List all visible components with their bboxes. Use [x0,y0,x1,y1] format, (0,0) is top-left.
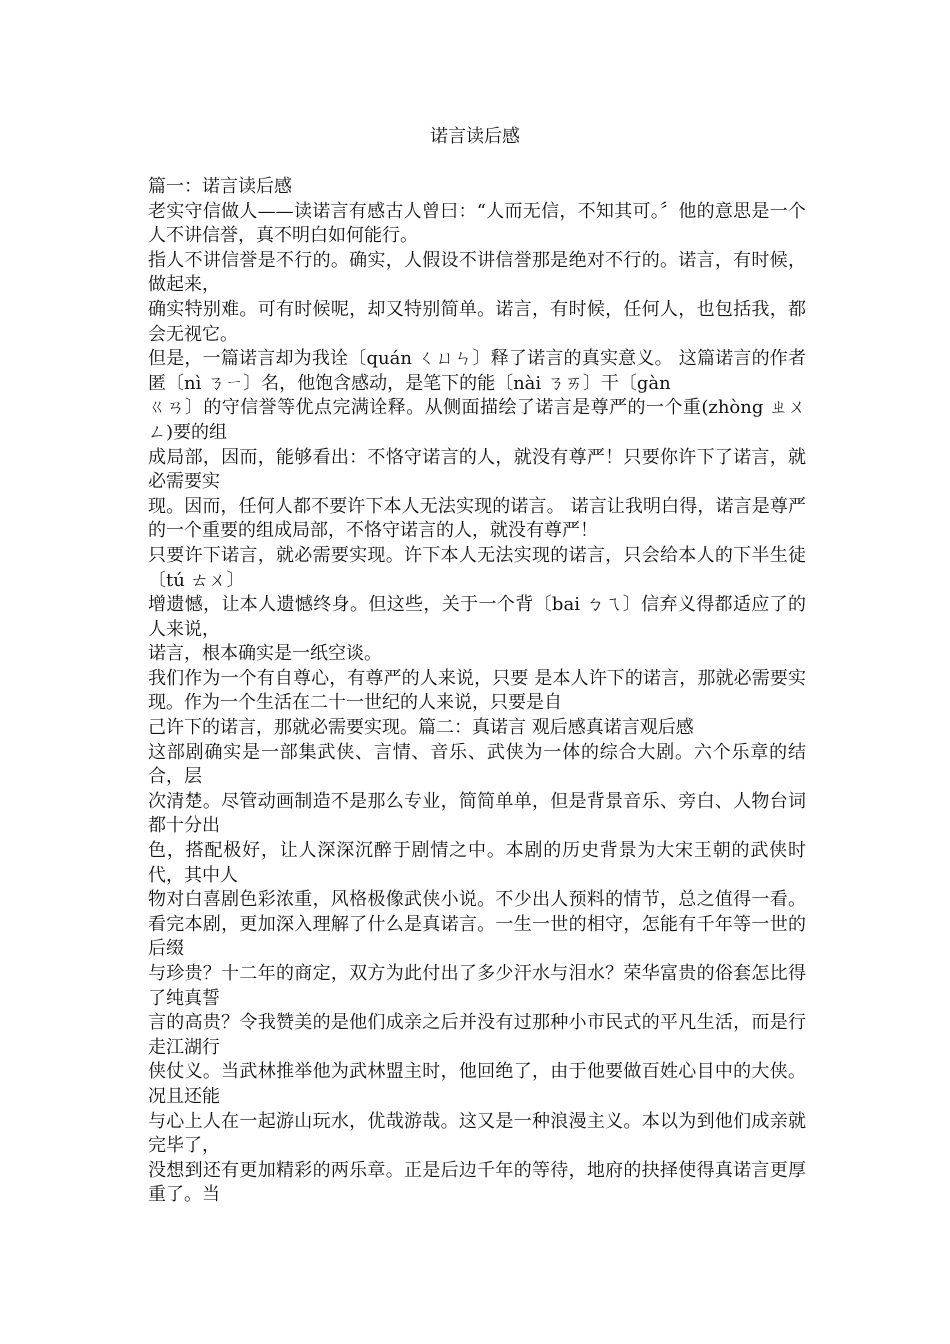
paragraph-line: 与珍贵？十二年的商定，双方为此付出了多少汗水与泪水？荣华富贵的俗套怎比得了纯真誓 [148,963,806,1009]
paragraph-line: 确实特别难。可有时候呢，却又特别简单。诺言，有时候，任何人，也包括我，都会无视它。 [148,298,806,345]
paragraph-line: 物对白喜剧色彩浓重，风格极像武侠小说。不少出人预料的情节，总之值得一看。 看完本剧，更加深入理解了什么是真诺言。一生一世的相守，怎能有千年等一世的后缀 [148,889,806,960]
paragraph-line: 这部剧确实是一部集武侠、言情、音乐、武侠为一体的综合大剧。六个乐章的结合，层 [148,741,806,788]
paragraph-line: 次清楚。尽管动画制造不是那么专业，简简单单，但是背景音乐、旁白、人物台词都十分出 [148,790,806,837]
paragraph-line: 色，搭配极好，让人深深沉醉于剧情之中。本剧的历史背景为大宋王朝的武侠时代，其中人 [148,840,806,886]
paragraph-line: 诺言，根本确实是一纸空谈。 [148,643,382,665]
paragraph-line: 指人不讲信誉是不行的。确实，人假设不讲信誉那是绝对不行的。诺言，有时候，做起来， [148,249,806,296]
paragraph-line: 增遗憾，让本人遗憾终身。但这些，关于一个背〔bai ㄅㄟ〕信弃义得都适应了的人来说， [148,594,806,640]
paragraph-line: 我们作为一个有自尊心，有尊严的人来说，只要 是本人许下的诺言，那就必需要实现。作为一个生活在二十一世纪的人来说，只要是自 [148,667,806,714]
paragraph-line: 与心上人在一起游山玩水，优哉游哉。这又是一种浪漫主义。本以为到他们成亲就完毕了， [148,1110,806,1157]
paragraph-line: 没想到还有更加精彩的两乐章。正是后边千年的等待，地府的抉择使得真诺言更厚重了。当 [148,1159,806,1206]
paragraph-line: 只要许下诺言，就必需要实现。许下本人无法实现的诺言，只会给本人的下半生徒〔tú ㄊㄨ〕 [148,544,806,591]
document-title: 诺言读后感 [430,126,520,147]
paragraph-line: 老实守信做人——读诺言有感古人曾曰：“人而无信，不知其可。〞他的意思是一个人不讲信誉，真不明白如何能行。 [148,200,806,247]
paragraph-line: 侠仗义。当武林推举他为武林盟主时，他回绝了，由于他要做百姓心目中的大侠。况且还能 [148,1061,806,1107]
paragraph-line: 成局部，因而，能够看出：不恪守诺言的人，就没有尊严！只要你许下了诺言，就必需要实 [148,446,806,493]
paragraph-line: 但是，一篇诺言却为我诠〔quán ㄑㄩㄣ〕释了诺言的真实意义。 这篇诺言的作者匿〔nì ㄋㄧ〕名，他饱含感动，是笔下的能〔nài ㄋㄞ〕干〔gàn [148,348,806,394]
paragraph-line: ㄍㄢ〕的守信誉等优点完满诠释。从侧面描绘了诺言是尊严的一个重(zhòng ㄓㄨㄥ)要的组 [148,397,806,443]
paragraph-line: 己许下的诺言，那就必需要实现。篇二：真诺言 观后感真诺言观后感 [148,717,694,739]
document-body [148,175,806,1208]
paragraph-line: 言的高贵？令我赞美的是他们成亲之后并没有过那种小市民式的平凡生活，而是行走江湖行 [148,1012,806,1058]
paragraph-line: 现。因而，任何人都不要许下本人无法实现的诺言。 诺言让我明白得，诺言是尊严的一个重要的组成局部，不恪守诺言的人，就没有尊严！ [148,495,806,542]
paragraph-line: 篇一：诺言读后感 [148,176,292,197]
